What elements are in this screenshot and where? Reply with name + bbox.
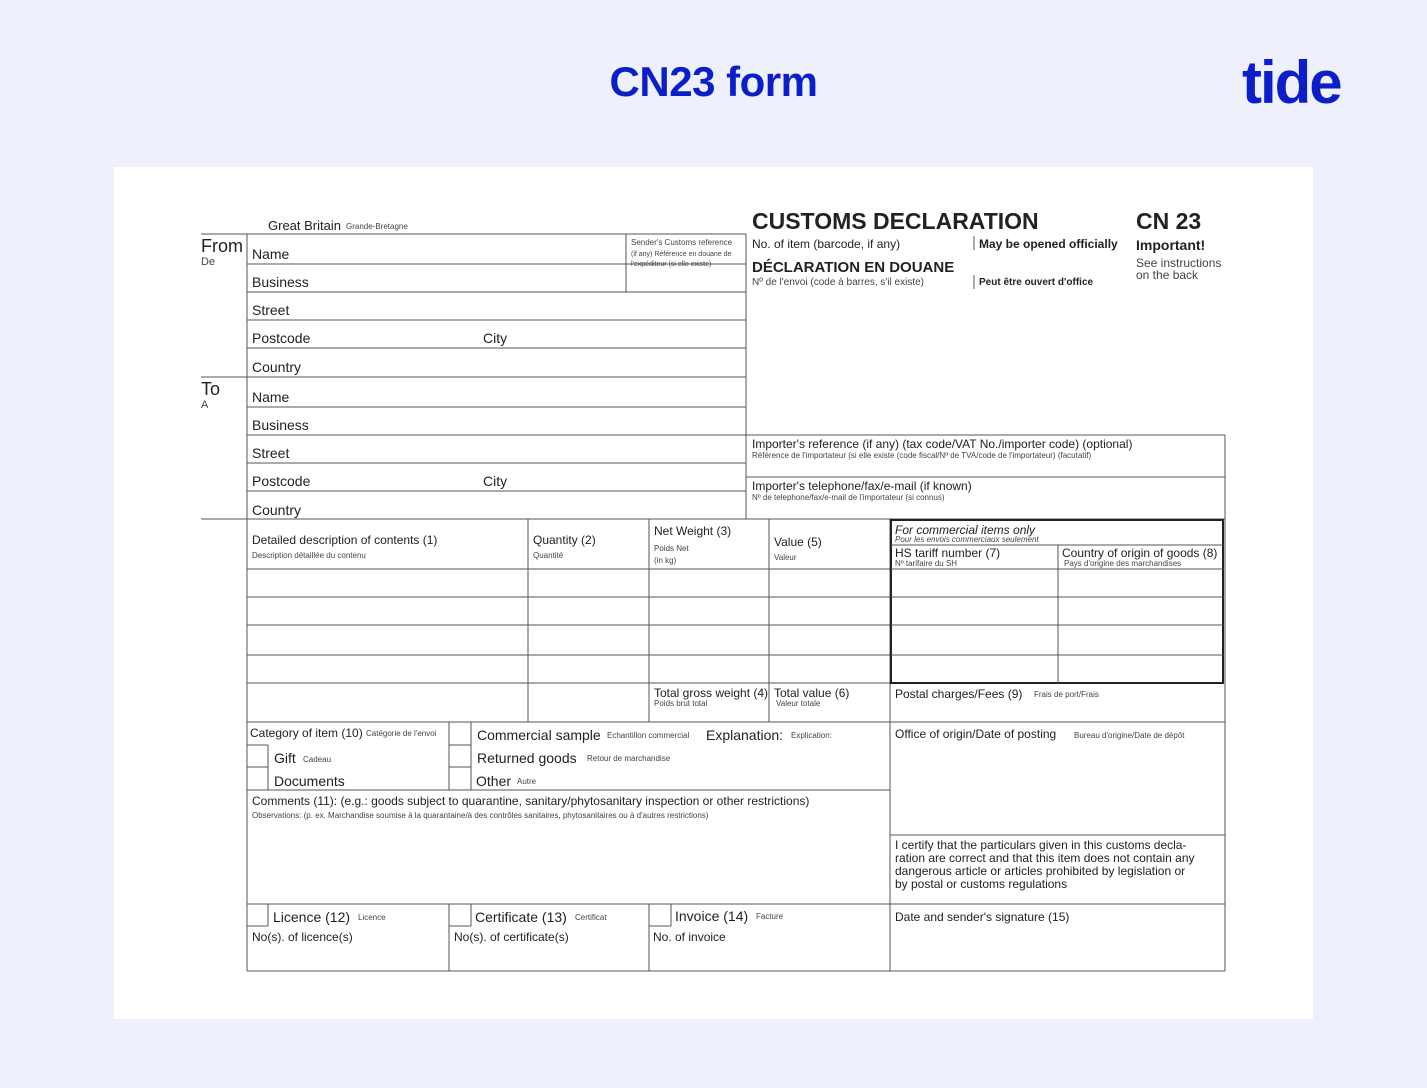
quantity-header-fr: Quantité: [533, 551, 564, 560]
instructions-label-2: on the back: [1136, 268, 1199, 282]
net-weight-header-fr: Poids Net: [654, 544, 689, 553]
documents-label: Documents: [274, 773, 345, 789]
other-label-fr: Autre: [517, 777, 537, 786]
importer-telephone-field[interactable]: Importer's telephone/fax/e-mail (if known): [752, 479, 972, 493]
item-number-label: No. of item (barcode, if any): [752, 237, 901, 251]
importer-reference-field[interactable]: Importer's reference (if any) (tax code/VAT No./importer code) (optional): [752, 437, 1133, 451]
sender-business-field[interactable]: Business: [252, 274, 309, 290]
country-origin-header-fr: Pays d'origine des marchandises: [1064, 559, 1182, 568]
declaration-heading-fr: DÉCLARATION EN DOUANE: [752, 259, 955, 276]
commercial-sample-label-fr: Echantillon commercial: [607, 731, 690, 740]
from-label-fr: De: [201, 256, 216, 268]
certificate-label: Certificate (13): [475, 909, 567, 925]
postal-charges-label-fr: Frais de port/Frais: [1034, 690, 1099, 699]
sender-street-field[interactable]: Street: [252, 302, 290, 318]
certificate-checkbox[interactable]: [449, 904, 470, 925]
tide-logo: tide: [1242, 49, 1341, 116]
explanation-label-fr: Explication:: [791, 731, 832, 740]
sender-city-field[interactable]: City: [483, 330, 508, 346]
certificate-label-fr: Certificat: [575, 913, 607, 922]
form-code: CN 23: [1136, 208, 1202, 234]
office-origin-label: Office of origin/Date of posting: [895, 727, 1057, 741]
licence-label: Licence (12): [273, 909, 351, 925]
recipient-country-field[interactable]: Country: [252, 502, 302, 518]
sender-reference-label-2: (if any) Référence en douane de: [631, 251, 732, 258]
customs-declaration-heading: CUSTOMS DECLARATION: [752, 208, 1039, 234]
country-origin-header: Country of origin of goods (8): [1062, 546, 1218, 560]
certificate-number-field[interactable]: No(s). of certificate(s): [454, 930, 569, 944]
sender-name-field[interactable]: Name: [252, 246, 290, 262]
category-label: Category of item (10): [250, 726, 363, 740]
page-title: CN23 form: [609, 58, 818, 105]
returned-goods-label-fr: Retour de marchandise: [587, 754, 671, 763]
invoice-label-fr: Facture: [756, 912, 784, 921]
to-label-fr: A: [201, 399, 209, 411]
returned-goods-label: Returned goods: [477, 750, 577, 766]
gift-checkbox[interactable]: [247, 746, 268, 767]
net-weight-unit: (in kg): [654, 556, 677, 565]
sender-country-field[interactable]: Country: [252, 359, 302, 375]
importer-reference-label-fr: Référence de l'importateur (si elle existe (code fiscal/Nº de TVA/code de l'importateur) (facutatif): [752, 451, 1092, 460]
licence-label-fr: Licence: [358, 913, 386, 922]
certification-line: ration are correct and that this item does not contain any: [895, 851, 1195, 865]
explanation-label: Explanation:: [706, 727, 784, 743]
licence-checkbox[interactable]: [247, 904, 268, 925]
important-label: Important!: [1136, 237, 1206, 253]
total-value-label-fr: Valeur totale: [776, 699, 821, 708]
commercial-sample-checkbox[interactable]: [449, 723, 470, 744]
commercial-items-label-fr: Pour les envois commerciaux seulement: [895, 535, 1039, 544]
may-be-opened-label-fr: Peut être ouvert d'office: [979, 277, 1094, 288]
total-gross-weight-label-fr: Poids brut total: [654, 699, 708, 708]
country-label-fr: Grande-Bretagne: [346, 222, 408, 231]
invoice-checkbox[interactable]: [649, 904, 670, 925]
gift-label: Gift: [274, 750, 296, 766]
sender-postcode-field[interactable]: Postcode: [252, 330, 311, 346]
recipient-postcode-field[interactable]: Postcode: [252, 473, 311, 489]
other-label: Other: [476, 773, 512, 789]
returned-goods-checkbox[interactable]: [449, 746, 470, 767]
recipient-name-field[interactable]: Name: [252, 389, 290, 405]
recipient-city-field[interactable]: City: [483, 473, 508, 489]
sender-reference-label-3: l'expéditeur (si elle existe): [631, 261, 712, 268]
invoice-number-field[interactable]: No. of invoice: [653, 930, 726, 944]
value-header: Value (5): [774, 535, 822, 549]
description-header-fr: Description détaillée du contenu: [252, 551, 366, 560]
quantity-header: Quantity (2): [533, 533, 596, 547]
item-number-label-fr: Nº de l'envoi (code à barres, s'il existe): [752, 277, 924, 288]
documents-checkbox[interactable]: [247, 768, 268, 789]
total-value-label: Total value (6): [774, 686, 850, 700]
invoice-label: Invoice (14): [675, 908, 749, 924]
to-label: To: [201, 379, 221, 399]
other-checkbox[interactable]: [449, 768, 470, 789]
signature-field[interactable]: Date and sender's signature (15): [895, 910, 1070, 924]
gift-label-fr: Cadeau: [303, 755, 332, 764]
total-gross-weight-label: Total gross weight (4): [654, 686, 769, 700]
office-origin-label-fr: Bureau d'origine/Date de dépôt: [1074, 731, 1185, 740]
hs-tariff-header-fr: Nº tarifaire du SH: [895, 559, 958, 568]
net-weight-header: Net Weight (3): [654, 524, 732, 538]
postal-charges-label: Postal charges/Fees (9): [895, 687, 1023, 701]
comments-field[interactable]: Comments (11): (e.g.: goods subject to quarantine, sanitary/phytosanitary inspection or other restrictions): [252, 794, 810, 808]
hs-tariff-header: HS tariff number (7): [895, 546, 1001, 560]
certification-line: by postal or customs regulations: [895, 877, 1068, 891]
certification-line: dangerous article or articles prohibited by legislation or: [895, 864, 1186, 878]
certification-line: I certify that the particulars given in this customs decla-: [895, 838, 1187, 852]
certification-text: [895, 839, 1195, 891]
value-header-fr: Valeur: [774, 553, 797, 562]
recipient-business-field[interactable]: Business: [252, 417, 309, 433]
may-be-opened-label: May be opened officially: [979, 237, 1118, 251]
comments-label-fr: Observations: (p. ex. Marchandise soumise à la quarantaine/à des contrôles sanitaires, phytosanitaires ou à d'autres restrictions): [252, 811, 709, 820]
sender-reference-label: Sender's Customs reference: [631, 238, 733, 247]
instructions-label: See instructions: [1136, 256, 1222, 270]
description-header: Detailed description of contents (1): [252, 533, 438, 547]
from-label: From: [201, 236, 243, 256]
commercial-sample-label: Commercial sample: [477, 727, 601, 743]
category-label-fr: Catégorie de l'envoi: [366, 729, 437, 738]
recipient-street-field[interactable]: Street: [252, 445, 290, 461]
country-label: Great Britain: [268, 218, 341, 233]
importer-telephone-label-fr: Nº de telephone/fax/e-mail de l'importateur (si connus): [752, 493, 945, 502]
licence-number-field[interactable]: No(s). of licence(s): [252, 930, 353, 944]
commercial-items-label: For commercial items only: [895, 523, 1036, 537]
